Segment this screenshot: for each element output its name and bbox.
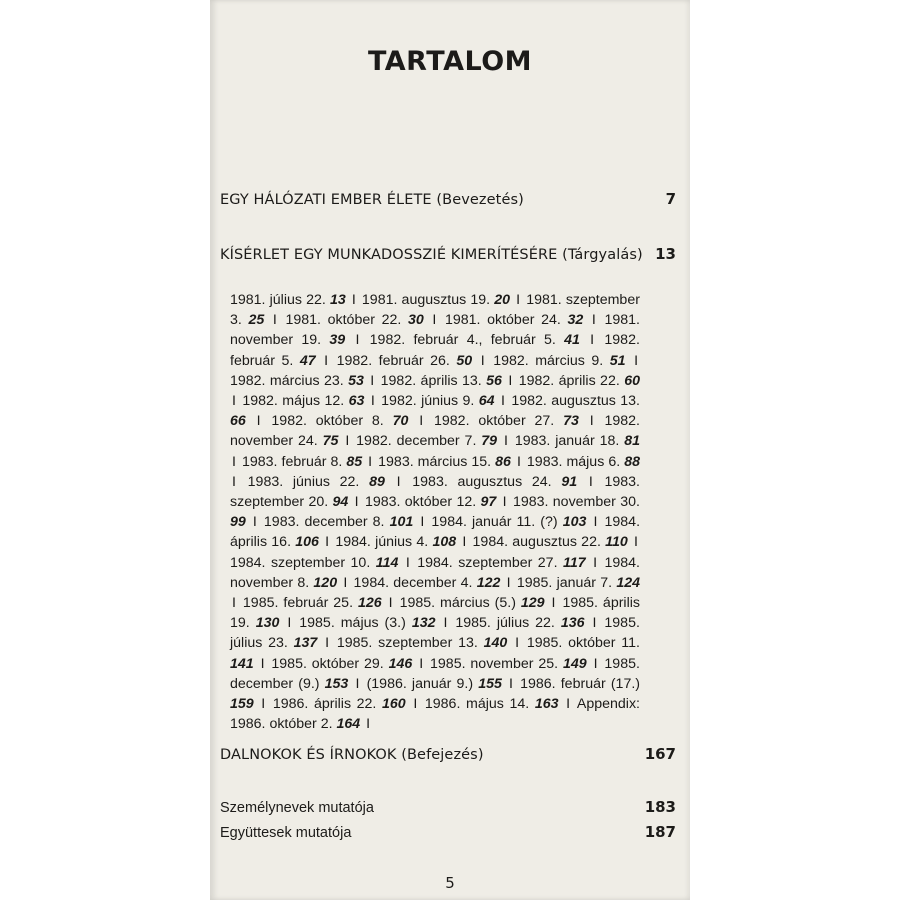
dated-entry-date: 1984. június 4.	[335, 534, 429, 551]
dated-entry[interactable]	[493, 353, 625, 369]
dated-entry[interactable]	[243, 595, 382, 611]
dated-entry-date: 1981. november 19.	[230, 312, 640, 349]
entry-separator: I	[325, 635, 330, 652]
entry-separator: I	[413, 696, 418, 713]
dated-entry-page: 70	[392, 413, 409, 430]
dated-entry-page: 159	[230, 696, 254, 713]
dated-entry-page: 75	[322, 433, 339, 450]
dated-entry[interactable]	[381, 393, 494, 409]
entry-separator: I	[509, 675, 513, 692]
dated-entry[interactable]	[230, 373, 364, 389]
dated-entry-page: 149	[563, 655, 587, 672]
entry-separator: I	[256, 413, 261, 430]
dated-entry[interactable]	[273, 696, 406, 712]
dated-entry-date: 1984. szeptember 27.	[417, 554, 558, 571]
dated-entry[interactable]	[519, 373, 640, 389]
dated-entry-date: 1986. február (17.)	[520, 675, 641, 692]
dated-entry-date: 1986. április 22.	[272, 696, 377, 713]
dated-entry[interactable]	[370, 332, 580, 348]
dated-entry[interactable]	[434, 413, 579, 429]
dated-entry[interactable]	[378, 454, 511, 470]
entry-separator: I	[432, 312, 437, 329]
toc-entry-page: 7	[665, 190, 676, 208]
dated-entry-date: 1983. október 12.	[364, 494, 477, 511]
dated-entry-date: Appendix: 1986. október 2.	[230, 696, 640, 733]
dated-entry[interactable]	[412, 474, 577, 490]
dated-entry-date: 1981. október 22.	[285, 312, 402, 329]
entry-separator: I	[420, 514, 425, 531]
dated-entry-page: 97	[480, 494, 497, 511]
entry-separator: I	[591, 312, 596, 329]
dated-entry-date: 1985. május (3.)	[299, 615, 406, 632]
dated-entry-date: 1984. december 4.	[353, 574, 473, 591]
entry-separator: I	[634, 352, 639, 369]
dated-entry-page: 155	[478, 675, 502, 692]
dated-entry[interactable]	[362, 292, 510, 308]
toc-entry-trial[interactable]	[220, 245, 676, 263]
dated-entry-date: 1985. február 25.	[242, 595, 354, 612]
entry-separator: I	[502, 494, 507, 511]
entry-separator: I	[515, 635, 520, 652]
dated-entry[interactable]	[230, 292, 346, 308]
entry-separator: I	[351, 292, 356, 308]
dated-entry-page: 32	[567, 312, 584, 329]
dated-entry-page: 164	[336, 716, 361, 733]
dated-entry-page: 73	[563, 413, 579, 430]
dated-entry-date: 1984. április 16.	[230, 514, 641, 551]
dated-entry[interactable]	[367, 676, 502, 692]
dated-entry[interactable]	[527, 454, 640, 470]
dated-entry-page: 51	[609, 352, 626, 369]
entry-separator: I	[593, 655, 598, 672]
entry-separator: I	[500, 393, 505, 410]
dated-entry-page: 117	[562, 554, 586, 571]
dated-entry-page: 141	[230, 655, 254, 672]
dated-entry-page: 120	[313, 574, 338, 591]
dated-entry-date: 1982. május 12.	[242, 393, 345, 410]
entry-separator: I	[370, 372, 375, 389]
dated-entry[interactable]	[381, 373, 502, 389]
dated-entry-page: 64	[478, 393, 495, 410]
entry-separator: I	[232, 595, 236, 612]
dated-entry-page: 30	[407, 312, 424, 329]
dated-entry-date: 1984. szeptember 10.	[230, 554, 371, 571]
dated-entry-page: 56	[486, 372, 502, 389]
dated-entry[interactable]	[455, 615, 584, 631]
dated-entry[interactable]	[400, 595, 545, 611]
dated-entry-date: 1982. április 13.	[380, 372, 482, 389]
entry-separator: I	[593, 554, 598, 571]
dated-entry-date: 1984. augusztus 22.	[472, 534, 601, 551]
toc-entry-page: 187	[644, 823, 676, 841]
dated-entry-page: 47	[299, 352, 316, 369]
entry-separator: I	[462, 534, 467, 551]
dated-entry-date: 1982. október 27.	[434, 413, 555, 430]
entry-separator: I	[232, 473, 236, 490]
dated-entry-date: 1981. szeptember 3.	[230, 292, 640, 329]
entry-separator: I	[419, 655, 424, 672]
dated-entry-date: 1985. november 25.	[430, 655, 559, 672]
dated-entry-page: 106	[295, 534, 319, 551]
dated-entry[interactable]	[431, 514, 586, 530]
dated-entry-date: 1981. július 22.	[230, 292, 326, 308]
dated-entry-date: 1984. november 8.	[230, 554, 641, 591]
dated-entry[interactable]	[337, 635, 507, 651]
dated-entry-page: 101	[389, 514, 414, 531]
dated-entry-date: 1982. február 5.	[230, 332, 640, 369]
dated-entry[interactable]	[365, 494, 496, 510]
dated-entry-page: 160	[382, 696, 406, 713]
toc-entry-persons-index[interactable]	[220, 798, 676, 816]
entry-separator: I	[370, 393, 375, 410]
entry-separator: I	[589, 413, 594, 430]
dated-entry-date: 1983. március 15.	[378, 453, 492, 470]
dated-entry-page: 122	[476, 574, 501, 591]
entry-separator: I	[551, 595, 556, 612]
dated-entry[interactable]	[356, 433, 497, 449]
dated-entry-date: 1984. január 11. (?)	[431, 514, 558, 531]
dated-entry[interactable]	[445, 312, 583, 328]
dated-entry-date: 1982. április 22.	[518, 372, 620, 389]
dated-entry-date: 1986. május 14.	[424, 696, 530, 713]
dated-entry-page: 163	[534, 696, 559, 713]
entry-separator: I	[260, 655, 265, 672]
dated-entry[interactable]	[286, 312, 424, 328]
dated-entry-date: 1985. szeptember 13.	[336, 635, 478, 652]
entry-separator: I	[252, 514, 257, 531]
entry-separator: I	[503, 433, 508, 450]
dated-entry-page: 94	[332, 494, 349, 511]
dated-entry-date: 1985. január 7.	[516, 574, 613, 591]
dated-entry-page: 81	[624, 433, 640, 450]
entry-separator: I	[355, 332, 360, 349]
page-number: 5	[445, 874, 455, 892]
dated-entry-date: 1982. augusztus 13.	[511, 393, 640, 410]
dated-entry[interactable]	[417, 555, 585, 571]
dated-entry[interactable]	[517, 575, 640, 591]
dated-entry-page: 108	[432, 534, 457, 551]
entry-separator: I	[345, 433, 350, 450]
dated-entry[interactable]	[515, 433, 640, 449]
dated-entry[interactable]	[271, 656, 412, 672]
dated-entry[interactable]	[271, 413, 408, 429]
dated-entry-date: 1983. január 18.	[514, 433, 620, 450]
dated-entry-page: 50	[456, 352, 473, 369]
entry-separator: I	[354, 494, 359, 511]
dated-entry-page: 140	[483, 635, 508, 652]
dated-entry-date: 1983. december 8.	[263, 514, 385, 531]
dated-entry-page: 136	[560, 615, 585, 632]
entry-separator: I	[516, 453, 521, 470]
dated-entry[interactable]	[473, 534, 628, 550]
dated-entries-list	[230, 290, 640, 734]
entry-separator: I	[405, 554, 410, 571]
toc-entry-label: EGY HÁLÓZATI EMBER ÉLETE (Bevezetés)	[220, 192, 524, 208]
toc-entry-intro[interactable]	[220, 190, 676, 208]
entry-separator: I	[287, 615, 292, 632]
dated-entry[interactable]	[230, 555, 398, 571]
entry-separator: I	[590, 332, 595, 349]
entry-separator: I	[480, 352, 485, 369]
entry-separator: I	[516, 292, 521, 308]
page-title: TARTALOM	[367, 46, 533, 77]
dated-entry[interactable]	[354, 575, 501, 591]
dated-entry[interactable]	[299, 615, 435, 631]
entry-separator: I	[566, 696, 571, 713]
dated-entry[interactable]	[335, 534, 456, 550]
dated-entry-page: 89	[369, 473, 385, 490]
dated-entry-date: 1983. augusztus 24.	[412, 473, 552, 490]
entry-separator: I	[588, 473, 593, 490]
dated-entry-page: 91	[561, 473, 578, 490]
toc-entry-label: DALNOKOK ÉS ÍRNOKOK (Befejezés)	[220, 747, 484, 763]
entry-separator: I	[368, 453, 373, 470]
toc-entry-label: Személynevek mutatója	[220, 800, 374, 816]
toc-entry-page: 183	[644, 798, 676, 816]
entry-separator: I	[272, 312, 277, 329]
dated-entry-page: 126	[358, 595, 382, 612]
dated-entry-date: 1982. december 7.	[356, 433, 477, 450]
dated-entry-date: 1982. február 4., február 5.	[369, 332, 556, 349]
dated-entry[interactable]	[425, 696, 559, 712]
dated-entry-page: 53	[348, 372, 364, 389]
dated-entry-page: 13	[329, 292, 346, 308]
dated-entry-page: 130	[255, 615, 280, 632]
dated-entry-date: 1983. február 8.	[241, 453, 343, 470]
dated-entry-page: 114	[375, 554, 399, 571]
entry-separator: I	[634, 534, 638, 551]
dated-entry-page: 79	[481, 433, 498, 450]
dated-entry-page: 137	[293, 635, 318, 652]
entry-separator: I	[508, 372, 513, 389]
dated-entry-page: 86	[495, 453, 511, 470]
dated-entry-date: 1985. július 23.	[230, 615, 640, 652]
toc-entry-groups-index[interactable]	[220, 823, 676, 841]
dated-entry-date: 1985. október 11.	[526, 635, 640, 652]
dated-entry-date: 1985. október 29.	[271, 655, 384, 672]
dated-entry[interactable]	[248, 474, 385, 490]
entry-separator: I	[232, 453, 236, 470]
dated-entry-date: 1982. november 24.	[230, 413, 641, 450]
entry-separator: I	[324, 352, 329, 369]
dated-entry[interactable]	[242, 454, 362, 470]
dated-entry-page: 39	[329, 332, 346, 349]
dated-entry-date: 1982. február 26.	[336, 352, 450, 369]
entry-separator: I	[343, 574, 348, 591]
entry-separator: I	[232, 393, 236, 410]
entry-separator: I	[593, 514, 598, 531]
entry-separator: I	[396, 473, 401, 490]
dated-entry-page: 110	[605, 534, 628, 551]
entry-separator: I	[388, 595, 393, 612]
dated-entry-date: 1982. június 9.	[381, 393, 475, 410]
toc-entry-conclusion[interactable]	[220, 745, 676, 763]
dated-entry-date: 1983. szeptember 20.	[230, 473, 641, 511]
entry-separator: I	[355, 675, 360, 692]
entry-separator: I	[592, 615, 597, 632]
dated-entry-date: 1982. március 23.	[230, 372, 344, 389]
entry-separator: I	[325, 534, 330, 551]
dated-entry-date: 1983. május 6.	[526, 453, 621, 470]
dated-entry-page: 66	[230, 413, 246, 430]
dated-entry-page: 25	[248, 312, 265, 329]
dated-entry-page: 124	[616, 574, 640, 591]
toc-entry-page: 167	[644, 745, 676, 763]
dated-entry-page: 153	[324, 675, 349, 692]
dated-entry-page: 132	[411, 615, 436, 632]
toc-entry-label: KÍSÉRLET EGY MUNKADOSSZIÉ KIMERÍTÉSÉRE (Tárgyalás)	[220, 247, 643, 263]
dated-entry-page: 88	[624, 453, 640, 470]
dated-entry[interactable]	[337, 353, 473, 369]
dated-entry-date: 1985. március (5.)	[399, 595, 516, 612]
dated-entry-date: 1985. december (9.)	[230, 655, 640, 692]
entry-separator: I	[443, 615, 448, 632]
dated-entry-page: 99	[230, 514, 246, 531]
dated-entry-date: 1981. október 24.	[444, 312, 561, 329]
dated-entry-page: 146	[388, 655, 413, 672]
dated-entry-page: 63	[348, 393, 365, 410]
dated-entry-date: 1983. november 30.	[512, 494, 640, 511]
dated-entry-page: 129	[520, 595, 545, 612]
dated-entry-date: 1981. augusztus 19.	[361, 292, 491, 308]
dated-entry-date: 1985. július 22.	[455, 615, 555, 632]
dated-entry-page: 41	[564, 332, 580, 349]
entry-separator: I	[366, 716, 371, 733]
dated-entry-page: 103	[562, 514, 587, 531]
dated-entry[interactable]	[430, 656, 587, 672]
dated-entry-date: 1982. március 9.	[493, 352, 604, 369]
dated-entry-page: 60	[624, 372, 640, 389]
toc-entry-page: 13	[655, 245, 676, 263]
dated-entry-date: 1983. június 22.	[247, 473, 360, 490]
entry-separator: I	[419, 413, 424, 430]
entry-separator: I	[261, 696, 266, 713]
dated-entry-date: 1982. október 8.	[271, 413, 384, 430]
dated-entry[interactable]	[264, 514, 413, 530]
dated-entry-date: 1985. április 19.	[230, 595, 640, 632]
dated-entry-page: 85	[346, 453, 363, 470]
toc-entry-label: Együttesek mutatója	[220, 825, 352, 841]
entry-separator: I	[506, 574, 511, 591]
dated-entry[interactable]	[242, 393, 364, 409]
dated-entry-page: 20	[494, 292, 510, 308]
dated-entry-date: (1986. január 9.)	[366, 675, 474, 692]
book-page	[210, 0, 690, 900]
